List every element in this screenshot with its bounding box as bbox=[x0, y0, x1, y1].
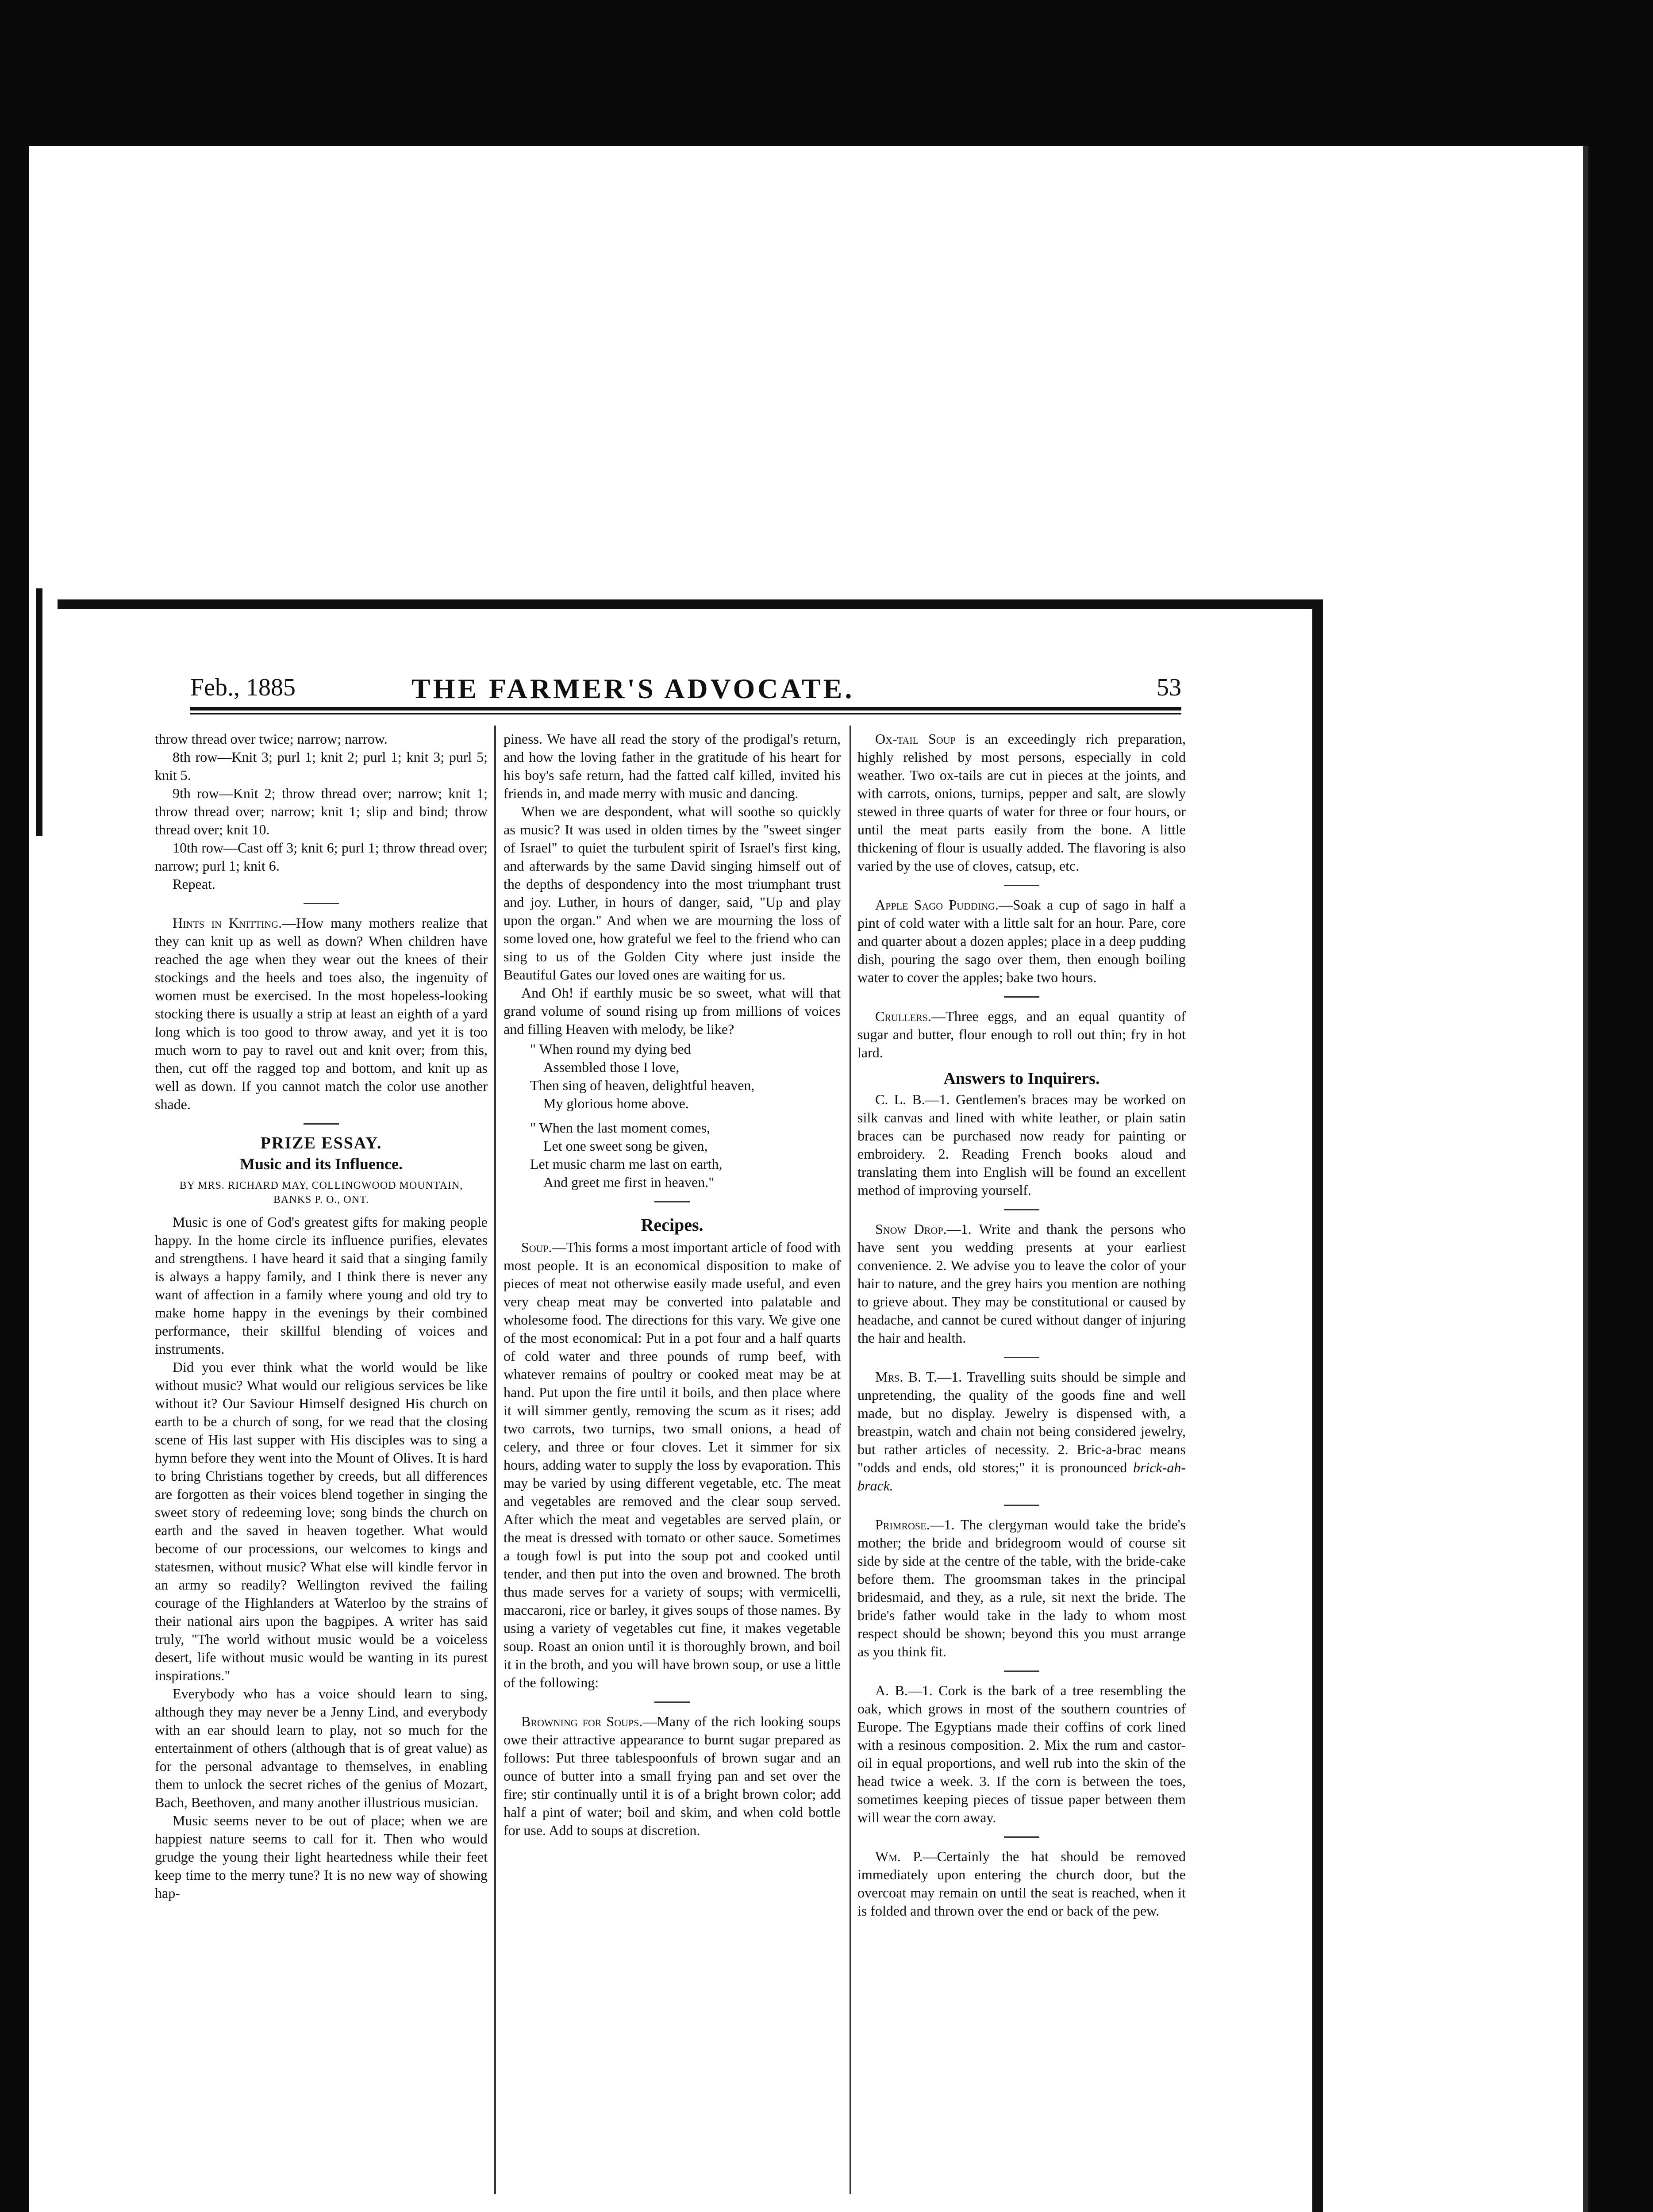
browning-heading: Browning for Soups. bbox=[521, 1713, 643, 1729]
answer-heading: Primrose. bbox=[875, 1517, 930, 1532]
hymn-verse bbox=[530, 1040, 841, 1191]
answer-body: —Certainly the hat should be removed immediately upon entering the church door, but the overcoat may remain on until the seat is reached, when it is folded and thrown over the end or back of the pew. bbox=[857, 1848, 1186, 1919]
poem-line: My glorious home above. bbox=[543, 1095, 689, 1111]
knit-row-9: 9th row—Knit 2; throw thread over; narrow; knit 1; throw thread over; narrow; knit 1; slip and bind; throw thread over; knit 10. bbox=[155, 785, 488, 837]
knit-row-8: 8th row—Knit 3; purl 1; knit 2; purl 1; knit 3; purl 5; knit 5. bbox=[155, 749, 488, 783]
essay-paragraph: Music seems never to be out of place; when we are happiest nature seems to call for it. Then who would grudge the young their light heartedness while their feet keep time to the merry tune? It is no new way of showing hap- bbox=[155, 1813, 488, 1901]
crullers-recipe bbox=[857, 1007, 1186, 1062]
essay-paragraph: Music is one of God's greatest gifts for making people happy. In the home circle its influence purifies, elevates and strengthens. I have heard it said that a singing family is always a happy family, and I think there is never any want of affection in a family where young and old try to make home happy in the evenings by their combined performance, their skillful blending of voices and instruments. bbox=[155, 1214, 488, 1357]
essay-title: Music and its Influence. bbox=[239, 1155, 403, 1173]
separator bbox=[1004, 1357, 1039, 1358]
apple-recipe bbox=[857, 896, 1186, 987]
separator bbox=[1004, 996, 1039, 998]
column-1 bbox=[155, 730, 488, 1902]
separator bbox=[1004, 885, 1039, 886]
essay-paragraph: And Oh! if earthly music be so sweet, what will that grand volume of sound rising up from millions of voices and filling Heaven with melody, be like? bbox=[504, 985, 841, 1037]
answer-heading: Wm. P. bbox=[875, 1848, 923, 1864]
recipes-heading: Recipes. bbox=[641, 1215, 703, 1235]
separator bbox=[304, 903, 339, 904]
answer-wm-p bbox=[857, 1847, 1186, 1920]
answer-body: —1. The clergyman would take the bride's mother; the bride and bridegroom would of course sit side by side at the centre of the table, with the bride-cake before them. The groomsman takes in the principal bridesmaid, and they, as a rule, sit next the bride. The bride's father would take in the lady to whom most respect should be shown; beyond this you must arrange as you think fit. bbox=[857, 1517, 1186, 1659]
column-2 bbox=[504, 730, 841, 1839]
answers-heading: Answers to Inquirers. bbox=[943, 1069, 1100, 1088]
essay-paragraph: piness. We have all read the story of the prodigal's return, and how the loving father in the gratitude of his heart for his boy's safe return, had the fatted calf killed, invited his friends in, and made merry with music and dancing. bbox=[504, 731, 841, 801]
scan-margin-line bbox=[36, 588, 42, 836]
separator bbox=[1004, 1836, 1039, 1838]
answer-ab bbox=[857, 1682, 1186, 1827]
oxtail-body: is an exceedingly rich preparation, highly relished by most persons, especially in cold weather. Two ox-tails are cut in pieces at the joints, and with carrots, onions, turnips, pepper and salt, are slowly stewed in three quarts of water for three or four hours, or until the meat parts easily from the bone. A little thickening of flour is usually added. The flavoring is also varied by the use of cloves, catsup, etc. bbox=[857, 731, 1186, 874]
poem-line: Let music charm me last on earth, bbox=[530, 1156, 723, 1172]
knit-row-continuation: throw thread over twice; narrow; narrow. bbox=[155, 731, 388, 747]
poem-line: Let one sweet song be given, bbox=[543, 1138, 708, 1154]
answer-body: —1. Write and thank the persons who have sent you wedding presents at your earliest convenience. 2. We advise you to leave the color of your hair to nature, and the grey hairs you mention are nothing to grieve about. They may be constitutional or caused by headache, and cannot be cured without danger of injuring the hair and health. bbox=[857, 1221, 1186, 1346]
newspaper-title: THE FARMER'S ADVOCATE. bbox=[411, 673, 855, 704]
masthead-rule-thin bbox=[190, 713, 1181, 714]
crullers-body: —Three eggs, and an equal quantity of sugar and butter, flour enough to roll out thin; fry in hot lard. bbox=[857, 1008, 1186, 1060]
soup-heading: Soup. bbox=[521, 1239, 552, 1255]
browning-recipe bbox=[504, 1713, 841, 1839]
separator bbox=[1004, 1671, 1039, 1672]
answer-body: —1. Travelling suits should be simple and unpretending, the quality of the goods fine and well made, but no display. Jewelry is dispensed with, a breastpin, watch and chain not being considered jewelry, but rather articles of necessity. 2. Bric-a-brac means "odds and ends, old stores;" it is pronounced bbox=[857, 1369, 1186, 1475]
soup-body: —This forms a most important article of food with most people. It is an economical disposition to make of pieces of meat not otherwise easily made useful, and even very cheap meat may be converted into palatable and wholesome food. The directions for this vary. We give one of the most economical: Put in a pot four and a half quarts of cold water and three pounds of rump beef, with whatever remains of poultry or cooked meat may be at hand. Put upon the fire until it boils, and then place where it will simmer gently, removing the scum as it rises; add two carrots, two turnips, two small onions, a head of celery, and three or four cloves. Let it simmer for six hours, adding water to supply the loss by evaporation. This may be varied by using different vegetable, etc. The meat and vegetables are removed and the clear soup served. After which the meat and vegetables are served plain, or the meat is dressed with tomato or other sauce. Sometimes a tough fowl is put into the soup pot and cooked until tender, and then put into the oven and browned. The broth thus made serves for a variety of soups; with vermicelli, maccaroni, rice or barley, it gives soups of those names. By using a variety of vegetables cut fine, it makes vegetable soup. Roast an onion until it is thoroughly brown, and boil it in the broth, and you will have brown soup, or use a little of the following: bbox=[504, 1239, 841, 1690]
column-3 bbox=[857, 730, 1186, 1920]
page-number: 53 bbox=[1157, 674, 1181, 701]
apple-body: —Soak a cup of sago in half a pint of cold water with a little salt for an hour. Pare, core and quarter about a dozen apples; place in a deep pudding dish, pouring the sago over them, then enough boiling water to cover the apples; bake two hours. bbox=[857, 897, 1186, 985]
answer-heading: Mrs. B. T. bbox=[875, 1369, 938, 1385]
column-rule-2 bbox=[850, 726, 851, 2194]
separator bbox=[304, 1123, 339, 1125]
hints-heading: Hints in Knitting. bbox=[173, 915, 282, 931]
answer-snow-drop bbox=[857, 1220, 1186, 1347]
issue-date: Feb., 1885 bbox=[190, 674, 296, 701]
answer-italic: brick-ah-brack. bbox=[857, 1459, 1186, 1494]
crullers-heading: Crullers. bbox=[875, 1008, 932, 1024]
scan-border-top bbox=[0, 0, 1653, 146]
answer-body: —1. Gentlemen's braces may be worked on silk canvas and lined with white leather, or plain satin braces can be purchased now ready for painting or embroidery. 2. Reading French books aloud and translating them into English will be found an excellent method of improving yourself. bbox=[857, 1091, 1186, 1198]
oxtail-recipe bbox=[857, 730, 1186, 875]
browning-body: —Many of the rich looking soups owe their attractive appearance to burnt sugar prepared as follows: Put three tablespoonfuls of brown sugar and an ounce of butter into a small frying pan and set over the fire; stir continually until it is of a bright brown color; add half a pint of water; boil and skim, and when cold bottle for use. Add to soups at discretion. bbox=[504, 1713, 841, 1838]
answer-primrose bbox=[857, 1516, 1186, 1661]
answer-heading: A. B. bbox=[875, 1682, 908, 1698]
answer-body: —1. Cork is the bark of a tree resembling the oak, which grows in most of the southern countries of Europe. The Egyptians made their coffins of cork lined with a resinous composition. 2. Mix the rum and castor-oil in equal proportions, and well rub into the skin of the head twice a week. 3. If the corn is between the toes, sometimes keeping pieces of tissue paper between them will wear the corn away. bbox=[857, 1682, 1186, 1825]
separator bbox=[654, 1201, 690, 1202]
answer-mrs-bt bbox=[857, 1368, 1186, 1495]
apple-heading: Apple Sago Pudding. bbox=[875, 897, 999, 913]
hints-body: —How many mothers realize that they can knit up as well as down? When children have reached the age when they wear out the knees of their stockings and the heels and toes also, the ingenuity of women must be exercised. In the most hopeless-looking stocking there is usually a strip at least an eighth of a yard long which is too good to throw away, and yet it is too much worn to pay to ravel out and knit over; from this, then, cut off the ragged top and bottom, and knit up as well as down. If you cannot match the color use another shade. bbox=[155, 915, 488, 1112]
essay-paragraph: Did you ever think what the world would be like without music? What would our religious services be like without it? Our Saviour Himself designed His church on earth to be a church of song, for we read that the closing scene of His last supper with His disciples was to sing a hymn before they went into the Mount of Olives. It is hard to bring Christians together by creeds, but all differences are forgotten as their voices blend together in singing the sweet story of redeeming love; song binds the church on earth and the saved in heaven together. What would become of our processions, our welcomes to kings and statesmen, without music? What else will kindle fervor in an army so readily? Wellington revived the failing courage of the Highlanders at Waterloo by the strains of their national airs upon the bagpipes. A writer has said truly, "The world without music would be a voiceless desert, life without music would be wanting in its purest inspirations." bbox=[155, 1359, 488, 1683]
hints-paragraph bbox=[155, 914, 488, 1114]
column-rule-1 bbox=[494, 726, 496, 2194]
poem-line: " When round my dying bed bbox=[530, 1041, 691, 1057]
answer-heading: Snow Drop. bbox=[875, 1221, 947, 1237]
essay-paragraph: When we are despondent, what will soothe so quickly as music? It was used in olden times by the "sweet singer of Israel" to quiet the turbulent spirit of Israel's first king, and afterwards by the same David singing himself out of the depths of despondency into the most triumphant trust and joy. Luther, in hours of danger, said, "Up and play upon the organ." And when we are mourning the loss of some loved one, how grateful we feel to the friend who can sing to us of the Golden City where just inside the Beautiful Gates our loved ones are waiting for us. bbox=[504, 803, 841, 983]
prize-essay-heading: PRIZE ESSAY. bbox=[260, 1134, 382, 1152]
oxtail-heading: Ox-tail Soup bbox=[875, 731, 956, 747]
essay-byline: BY MRS. RICHARD MAY, COLLINGWOOD MOUNTAIN, BANKS P. O., ONT. bbox=[179, 1180, 463, 1206]
poem-line: Assembled those I love, bbox=[543, 1059, 680, 1075]
poem-line: " When the last moment comes, bbox=[530, 1120, 711, 1136]
poem-line: And greet me first in heaven." bbox=[543, 1174, 715, 1190]
scan-border-right bbox=[1588, 146, 1653, 2212]
knit-row-10: 10th row—Cast off 3; knit 6; purl 1; throw thread over; narrow; purl 1; knit 6. bbox=[155, 840, 488, 874]
answer-heading: C. L. B. bbox=[875, 1091, 925, 1107]
essay-paragraph: Everybody who has a voice should learn to sing, although they may never be a Jenny Lind, and everybody with an ear should learn to play, not so much for the entertainment of others (although that is of great value) as for the personal advantage to themselves, in enabling them to unlock the secret riches of the genius of Mozart, Bach, Beethoven, and many another illustrious musician. bbox=[155, 1686, 488, 1810]
separator bbox=[654, 1701, 690, 1703]
masthead-rule bbox=[190, 707, 1181, 710]
masthead bbox=[190, 668, 1181, 703]
scan-border-left bbox=[0, 146, 29, 2212]
scan-border-inner-right bbox=[1583, 146, 1588, 2212]
separator bbox=[1004, 1505, 1039, 1506]
knit-repeat: Repeat. bbox=[173, 876, 215, 892]
soup-recipe bbox=[504, 1238, 841, 1692]
answer-clb bbox=[857, 1091, 1186, 1199]
poem-line: Then sing of heaven, delightful heaven, bbox=[530, 1077, 755, 1093]
separator bbox=[1004, 1209, 1039, 1210]
